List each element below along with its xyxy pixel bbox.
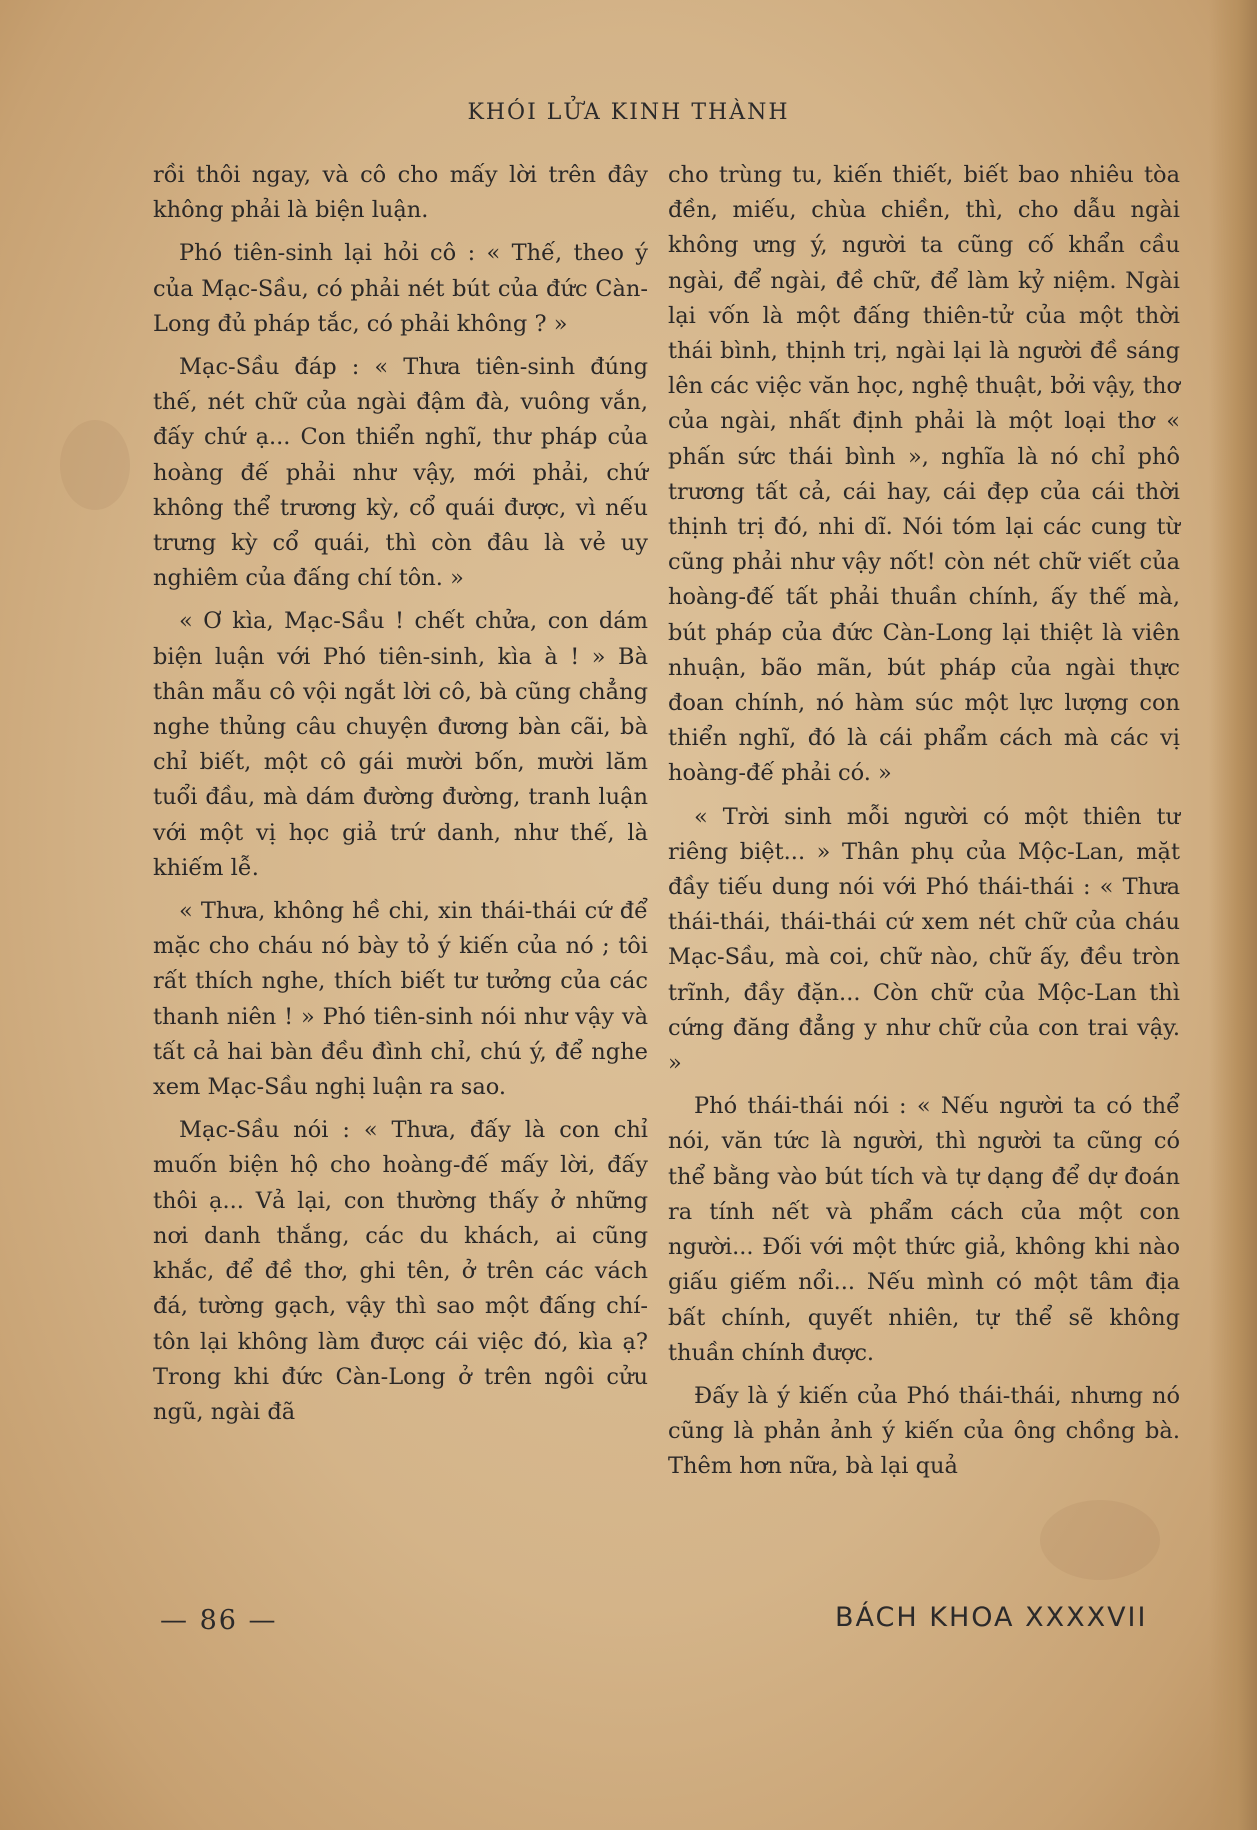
paragraph: rồi thôi ngay, và cô cho mấy lời trên đây không phải là biện luận. <box>153 162 648 224</box>
paragraph: Đấy là ý kiến của Phó thái-thái, nhưng nó cũng là phản ảnh ý kiến của ông chồng bà. Thêm hơn nữa, bà lại quả <box>668 1382 1180 1480</box>
paper-stain <box>1040 1500 1160 1580</box>
paragraph: « Trời sinh mỗi người có một thiên tư riêng biệt... » Thân phụ của Mộc-Lan, mặt đầy tiếu dung nói với Phó thái-thái : « Thưa thái-thái, thái-thái cứ xem nét chữ của cháu Mạc-Sầu, mà coi, chữ nào, chữ ấy, đều tròn trĩnh, đầy đặn... Còn chữ của Mộc-Lan thì cứng đăng đẳng y như chữ của con trai vậy. » <box>668 803 1180 1077</box>
paragraph: Phó tiên-sinh lại hỏi cô : « Thế, theo ý của Mạc-Sầu, có phải nét bút của đức Càn-Long đủ pháp tắc, có phải không ? » <box>153 240 648 337</box>
page-edge-shadow <box>1209 0 1257 1830</box>
paper-stain <box>60 420 130 510</box>
left-column <box>153 158 648 1438</box>
paragraph: Mạc-Sầu đáp : « Thưa tiên-sinh đúng thế, nét chữ của ngài đậm đà, vuông vắn, đấy chứ ạ... Con thiển nghĩ, thư pháp của hoàng đế phải như vậy, mới phải, chứ không thể trương kỳ, cổ quái được, vì nếu trưng kỳ cổ quái, thì còn đâu là vẻ uy nghiêm của đấng chí tôn. » <box>153 354 648 592</box>
paragraph: « Ơ kìa, Mạc-Sầu ! chết chửa, con dám biện luận với Phó tiên-sinh, kìa à ! » Bà thân mẫu cô vội ngắt lời cô, bà cũng chẳng nghe thủng câu chuyện đương bàn cãi, bà chỉ biết, một cô gái mười bốn, mười lăm tuổi đầu, mà dám đường đường, tranh luận với một vị học giả trứ danh, như thế, là khiếm lễ. <box>153 608 648 881</box>
right-column <box>668 158 1180 1493</box>
paragraph: « Thưa, không hề chi, xin thái-thái cứ để mặc cho cháu nó bày tỏ ý kiến của nó ; tôi rất thích nghe, thích biết tư tưởng của các thanh niên ! » Phó tiên-sinh nói như vậy và tất cả hai bàn đều đình chỉ, chú ý, để nghe xem Mạc-Sầu nghị luận ra sao. <box>153 898 648 1101</box>
running-header: KHÓI LỬA KINH THÀNH <box>467 100 790 125</box>
paragraph: Phó thái-thái nói : « Nếu người ta có thể nói, văn tức là người, thì người ta cũng có thể bằng vào bút tích và tự dạng để dự đoán ra tính nết và phẩm cách của một con người... Đối với một thức giả, không khi nào giấu giếm nổi... Nếu mình có một tâm địa bất chính, quyết nhiên, tự thể sẽ không thuần chính được. <box>668 1093 1180 1366</box>
paragraph: Mạc-Sầu nói : « Thưa, đấy là con chỉ muốn biện hộ cho hoàng-đế mấy lời, đấy thôi ạ... Vả lại, con thường thấy ở những nơi danh thắng, các du khách, ai cũng khắc, để đề thơ, ghi tên, ở trên các vách đá, tường gạch, vậy thì sao một đấng chí-tôn lại không làm được cái việc đó, kìa ạ? Trong khi đức Càn-Long ở trên ngôi cửu ngũ, ngài đã <box>153 1117 648 1425</box>
publication-name: BÁCH KHOA XXXXVII <box>835 1602 1148 1633</box>
page-number: — 86 — <box>160 1605 278 1636</box>
paragraph: cho trùng tu, kiến thiết, biết bao nhiêu tòa đền, miếu, chùa chiền, thì, cho dẫu ngài không ưng ý, người ta cũng cố khẩn cầu ngài, để ngài, đề chữ, để làm kỷ niệm. Ngài lại vốn là một đấng thiên-tử của một thời thái bình, thịnh trị, ngài lại là người đề sáng lên các việc văn học, nghệ thuật, bởi vậy, thơ của ngài, nhất định phải là một loại thơ « phấn sức thái bình », nghĩa là nó chỉ phô trương tất cả, cái hay, cái đẹp của cái thời thịnh trị đó, nhi dĩ. Nói tóm lại các cung từ cũng phải như vậy nốt! còn nét chữ viết của hoàng-đế tất phải thuần chính, ấy thế mà, bút pháp của đức Càn-Long lại thiệt là viên nhuận, bão mãn, bút pháp của ngài thực đoan chính, nó hàm súc một lực lượng con thiển nghĩ, đó là cái phẩm cách mà các vị hoàng-đế phải có. » <box>668 162 1180 787</box>
